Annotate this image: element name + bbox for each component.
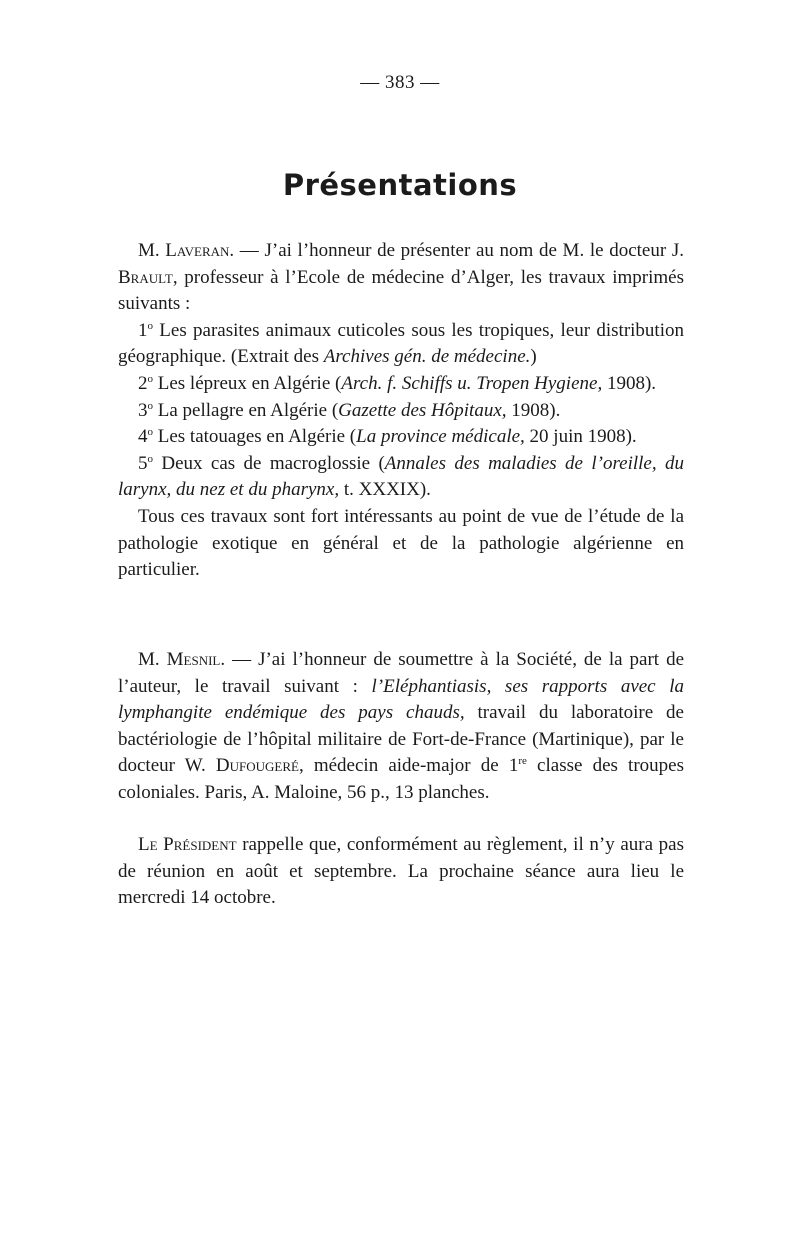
item-journal: La province médicale, <box>356 426 525 448</box>
item-text: Les lépreux en Algérie ( <box>153 372 342 394</box>
item-number-sup: o <box>147 452 153 465</box>
list-item <box>118 318 684 371</box>
mesnil-text-2: travail du laboratoire de bactériologie de l’hôpital militaire de Fort-de-France (Martinique), par le docteur W. <box>118 702 684 777</box>
person-name: Brault <box>118 266 173 288</box>
speaker-name: M. Laveran. <box>138 240 235 261</box>
item-text: Deux cas de macroglossie ( <box>153 452 385 474</box>
list-item <box>118 451 684 504</box>
speaker-name: M. Mesnil. <box>138 649 226 670</box>
item-number-sup: o <box>147 319 153 332</box>
item-text-end: 20 juin 1908). <box>524 426 637 448</box>
item-number: 2 <box>138 372 148 394</box>
mesnil-section <box>118 647 684 807</box>
intro-text: — J’ai l’honneur de présenter au nom de M. le docteur J. <box>234 240 684 261</box>
item-text-end: t. XXXIX). <box>339 479 431 501</box>
list-item <box>118 371 684 398</box>
intro-text-end: , professeur à l’Ecole de médecine d’Alger, les travaux imprimés suivants : <box>118 266 684 315</box>
item-text: Les parasites animaux cuticoles sous les tropiques, leur distribution géographique. (Extrait des <box>118 319 684 368</box>
item-text: La pellagre en Algérie ( <box>153 399 339 421</box>
item-text: Les tatouages en Algérie ( <box>153 426 357 448</box>
mesnil-text-1: — J’ai l’honneur de soumettre à la Société, de la part de l’auteur, le travail suivant : <box>118 649 684 697</box>
item-number-sup: o <box>147 372 153 385</box>
item-number: 3 <box>138 399 148 421</box>
mesnil-paragraph <box>118 647 684 807</box>
item-text-end: 1908). <box>506 399 561 421</box>
laveran-intro-paragraph <box>118 238 684 318</box>
item-journal: Annales des maladies de l’oreille, du larynx, du nez et du pharynx, <box>118 452 684 501</box>
item-number-sup: o <box>147 399 153 412</box>
item-number: 4 <box>138 426 148 448</box>
item-text-end: 1908). <box>602 372 657 394</box>
laveran-conclusion-paragraph: Tous ces travaux sont fort intéressants au point de vue de l’étude de la pathologie exotique en général et de la pathologie algérienne en particulier. <box>118 505 684 581</box>
item-journal: Archives gén. de médecine. <box>323 346 531 368</box>
ordinal-sup: re <box>518 755 527 768</box>
mesnil-text-4: classe des troupes coloniales. Paris, A. Maloine, 56 p., 13 planches. <box>118 755 684 803</box>
president-paragraph <box>118 832 684 912</box>
page-title: Présentations <box>282 168 518 202</box>
work-title: l’Eléphantiasis, ses rapports avec la lymphangite endémique des pays chauds, <box>118 675 684 724</box>
president-section <box>118 832 684 912</box>
president-text: rappelle que, conformément au règlement, il n’y aura pas de réunion en août et septembre. La prochaine séance aura lieu le mercredi 14 octobre. <box>118 834 684 909</box>
person-name: Dufougeré <box>215 755 299 777</box>
speaker-name: Le Président <box>138 834 237 855</box>
item-number: 5 <box>138 452 148 474</box>
item-journal: Arch. f. Schiffs u. Tropen Hygiene, <box>341 372 603 394</box>
list-item <box>118 398 684 425</box>
page-number: — 383 — <box>360 72 440 93</box>
laveran-section <box>118 238 684 584</box>
item-number: 1 <box>138 319 148 341</box>
item-journal: Gazette des Hôpitaux, <box>338 399 507 421</box>
list-item <box>118 424 684 451</box>
item-text-end: ) <box>530 346 537 368</box>
mesnil-text-3: , médecin aide-major de 1 <box>298 755 519 777</box>
item-number-sup: o <box>147 426 153 439</box>
